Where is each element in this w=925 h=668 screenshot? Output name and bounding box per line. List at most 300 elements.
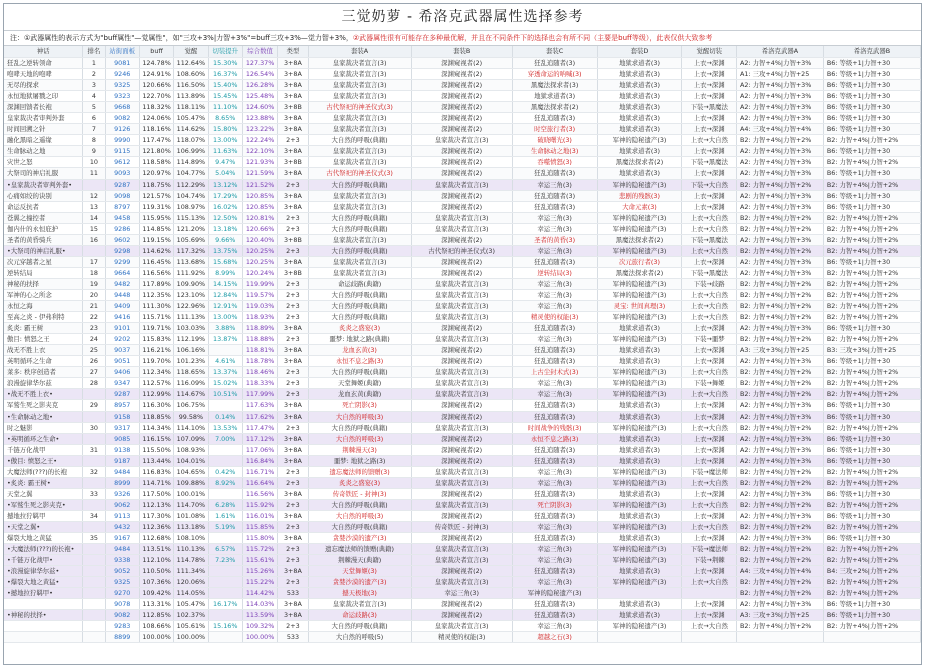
table-cell: 2+3 [278, 301, 308, 312]
table-cell [4, 632, 83, 643]
table-cell: 地狱求道者(3) [597, 566, 682, 577]
table-cell [682, 632, 737, 643]
table-cell: 地狱求道者(3) [597, 433, 682, 444]
table-cell: 114.62% [174, 124, 208, 135]
table-cell [83, 621, 105, 632]
table-row [4, 289, 921, 300]
table-cell: 9098 [105, 190, 139, 201]
table-cell: 3+8A [278, 533, 308, 544]
table-cell: 深渊窥视者(2) [411, 91, 512, 102]
table-cell: 炙炎之盛宴(3) [308, 323, 411, 334]
table-cell: 105.61% [174, 621, 208, 632]
table-cell: 2+3 [278, 621, 308, 632]
table-cell: 精灵使的权能(3) [411, 632, 512, 643]
table-cell: 5.04% [208, 168, 242, 179]
table-cell: 2+3 [278, 245, 308, 256]
table-cell: 9051 [105, 356, 139, 367]
table-cell: 地狱求道者(3) [597, 455, 682, 466]
table-cell: 古代祭祀的神圣仪式(3) [308, 102, 411, 113]
table-cell: 皇家裁决者宣言(3) [308, 599, 411, 610]
table-cell: 地狱求道者(3) [597, 80, 682, 91]
table-cell [83, 389, 105, 400]
table-cell: 118.85% [139, 411, 173, 422]
table-cell: B2: 力智+4%|力智+2% [823, 234, 920, 245]
table-cell: 地狱求道者(3) [597, 510, 682, 521]
table-cell: 119.03% [242, 301, 277, 312]
table-cell: 皇家裁决者宣言(3) [411, 544, 512, 555]
table-row [4, 69, 921, 80]
table-cell: 118.11% [174, 102, 208, 113]
table-row [4, 510, 921, 521]
table-cell: 112.35% [139, 289, 173, 300]
table-cell: 22 [83, 312, 105, 323]
table-row [4, 345, 921, 356]
table-cell: •浪漫旋律华尔兹• [4, 566, 83, 577]
table-row [4, 201, 921, 212]
table-cell: 大自然的呼吸(典籍) [308, 422, 411, 433]
table-cell: 英明循环之生命 [4, 356, 83, 367]
table-cell: 深渊窥视者(2) [411, 444, 512, 455]
table-cell [83, 455, 105, 466]
table-cell: 灾世之怒 [4, 157, 83, 168]
table-cell: 苍翼之撞控者 [4, 212, 83, 223]
table-cell: 皇家裁决者宣言(3) [411, 223, 512, 234]
table-cell: 13 [83, 201, 105, 212]
table-cell: 9052 [105, 566, 139, 577]
table-cell: A3: 三攻+3%|力智+25 [737, 345, 824, 356]
table-cell: B6: 等级+1|力智+30 [823, 91, 920, 102]
table-cell: 5.19% [208, 521, 242, 532]
table-cell: 15.45% [208, 91, 242, 102]
table-cell: 皇家裁决者宣言(3) [308, 201, 411, 212]
table-cell: •战无不胜上衣• [4, 389, 83, 400]
table-cell: 115.85% [242, 521, 277, 532]
table-cell: 113.68% [174, 256, 208, 267]
table-cell: 116.15% [139, 433, 173, 444]
table-cell: 上衣→深渊 [682, 455, 737, 466]
table-row [4, 610, 921, 621]
table-cell: B6: 等级+1|力智+30 [823, 201, 920, 212]
table-cell: 深渊窥视者(2) [411, 69, 512, 80]
table-row [4, 256, 921, 267]
table-cell: 深渊窥视者(2) [411, 201, 512, 212]
table-row [4, 80, 921, 91]
table-cell: 121.52% [242, 179, 277, 190]
table-cell: 9323 [105, 91, 139, 102]
table-cell [737, 632, 824, 643]
table-cell: 16.17% [208, 599, 242, 610]
table-cell: 112.10% [139, 555, 173, 566]
table-row [4, 566, 921, 577]
table-cell [208, 533, 242, 544]
note-part-1: 注：①武器属性的表示方式为"buff属性"—觉属性"，如"三攻+3%|力智+3%"=buff三攻+3%—觉力智+3%， [10, 34, 353, 42]
table-cell: 119.57% [242, 289, 277, 300]
table-cell: 113.18% [174, 521, 208, 532]
table-cell: 军神的隐秘遗产(3) [597, 544, 682, 555]
table-cell: 17 [83, 256, 105, 267]
table-cell: 9338 [105, 555, 139, 566]
table-cell: A2: 力智+4%|力智+3% [737, 256, 824, 267]
table-cell: 11.10% [208, 102, 242, 113]
table-cell: 109.88% [174, 477, 208, 488]
header-set-d: 套装D [597, 46, 682, 58]
table-cell: 9.66% [208, 234, 242, 245]
table-cell: B6: 等级+1|力智+30 [823, 124, 920, 135]
table-cell [597, 632, 682, 643]
table-cell: 3+8A [278, 400, 308, 411]
table-row [4, 488, 921, 499]
table-cell: 深渊窥视者(2) [411, 323, 512, 334]
table-cell: 深渊窥视者(2) [411, 157, 512, 168]
table-cell: 上衣→大自然 [682, 312, 737, 323]
table-cell [83, 245, 105, 256]
table-cell: 深渊窥视者(2) [411, 267, 512, 278]
table-cell: 深渊窥视者(2) [411, 58, 512, 69]
table-row [4, 378, 921, 389]
table-cell: 8899 [105, 632, 139, 643]
table-cell: 幸运三角(3) [512, 179, 597, 190]
table-cell: 100.00% [174, 632, 208, 643]
table-cell: 2+3 [278, 212, 308, 223]
table-cell: 113.89% [174, 91, 208, 102]
table-cell: 上衣→深渊 [682, 444, 737, 455]
table-cell: 2+3 [278, 367, 308, 378]
table-cell: 117.89% [139, 278, 173, 289]
table-cell: 军神的隐秘遗产(3) [597, 212, 682, 223]
table-cell [208, 577, 242, 588]
table-cell: 9664 [105, 267, 139, 278]
table-cell: 15.02% [208, 378, 242, 389]
table-cell: 上衣→深渊 [682, 256, 737, 267]
table-cell: 上衣→大自然 [682, 245, 737, 256]
table-cell: 9317 [105, 422, 139, 433]
table-cell: 幸运三角(3) [512, 521, 597, 532]
table-cell: 军神的隐秘遗产(3) [597, 278, 682, 289]
table-row [4, 234, 921, 245]
table-cell: 龙血玄黄(典籍) [308, 389, 411, 400]
table-row [4, 588, 921, 599]
table-cell [208, 444, 242, 455]
table-cell: 122.70% [139, 91, 173, 102]
table-cell: B2: 力智+4%|力智+2% [737, 223, 824, 234]
table-cell: A2: 力智+4%|力智+3% [737, 168, 824, 179]
table-cell: 上衣→大自然 [682, 422, 737, 433]
table-cell: 深渊窥视者(2) [411, 124, 512, 135]
table-cell: 104.74% [174, 190, 208, 201]
table-cell: B2: 力智+4%|力智+2% [737, 135, 824, 146]
table-row [4, 312, 921, 323]
table-cell: B2: 力智+4%|力智+2% [737, 544, 824, 555]
table-cell: 9270 [105, 588, 139, 599]
table-cell: 9347 [105, 378, 139, 389]
table-cell: 9484 [105, 544, 139, 555]
table-cell: A2: 力智+4%|力智+3% [737, 91, 824, 102]
table-cell: 118.32% [139, 102, 173, 113]
table-cell: 2+3 [278, 312, 308, 323]
table-cell: 命运歧路(3) [308, 610, 411, 621]
table-cell: 大自然的呼吸(典籍) [308, 289, 411, 300]
table-cell: 心痛如绞的诀别 [4, 190, 83, 201]
table-cell: 大自然的呼吸(典籍) [308, 179, 411, 190]
table-cell: B2: 力智+4%|力智+2% [823, 555, 920, 566]
table-cell: 118.75% [139, 179, 173, 190]
table-cell: 2+3 [278, 378, 308, 389]
table-cell: 16.02% [208, 201, 242, 212]
table-cell: 102.37% [174, 610, 208, 621]
table-cell: 118.07% [174, 135, 208, 146]
table-cell: B2: 力智+4%|力智+2% [823, 135, 920, 146]
table-cell: 117.50% [139, 488, 173, 499]
table-cell: 122.10% [242, 146, 277, 157]
table-cell: 皇家裁决者宣言(3) [411, 179, 512, 190]
table-cell: 18 [83, 267, 105, 278]
table-cell: 116.84% [242, 455, 277, 466]
table-row [4, 466, 921, 477]
table-cell: B6: 等级+1|力智+30 [823, 69, 920, 80]
table-cell [83, 632, 105, 643]
header-set-b: 套装B [411, 46, 512, 58]
table-cell: 111.30% [139, 301, 173, 312]
table-cell: 7.00% [208, 433, 242, 444]
table-cell [208, 610, 242, 621]
table-cell: 深渊窥视者(2) [411, 488, 512, 499]
table-cell: 地狱求道者(3) [512, 91, 597, 102]
table-cell: 幸运三角(3) [512, 278, 597, 289]
table-cell: 3+8A [278, 58, 308, 69]
table-cell: 上衣→深渊 [682, 91, 737, 102]
table-cell: 狂乱追随者(3) [512, 201, 597, 212]
table-cell: 时之魅影 [4, 422, 83, 433]
table-cell: B6: 等级+1|力智+30 [823, 411, 920, 422]
table-cell: 大自然的呼吸(典籍) [308, 223, 411, 234]
table-cell: 军神的隐秘遗产(3) [597, 367, 682, 378]
table-cell: 109.90% [174, 278, 208, 289]
table-cell: 9326 [105, 488, 139, 499]
table-cell: B2: 力智+4%|力智+2% [823, 267, 920, 278]
table-cell: B2: 力智+4%|力智+2% [823, 588, 920, 599]
table-cell: A2: 力智+4%|力智+3% [737, 157, 824, 168]
table-cell: 深渊窥视者(2) [411, 510, 512, 521]
table-cell: 伽内什的永恒庇护 [4, 223, 83, 234]
table-cell: B6: 等级+1|力智+30 [823, 146, 920, 157]
table-cell: 116.56% [139, 267, 173, 278]
table-cell: 上衣→大自然 [682, 499, 737, 510]
table-cell: 15 [83, 223, 105, 234]
table-cell: 17.29% [208, 190, 242, 201]
table-row [4, 168, 921, 179]
table-cell: 地狱求道者(3) [597, 444, 682, 455]
table-cell: 2+3 [278, 555, 308, 566]
table-cell: 深渊窥视者(2) [411, 234, 512, 245]
table-cell: 105.69% [174, 234, 208, 245]
table-cell: 8 [83, 135, 105, 146]
table-cell: 狂乱追随者(3) [512, 323, 597, 334]
table-cell: 120.40% [242, 234, 277, 245]
table-row [4, 179, 921, 190]
table-cell: 120.85% [242, 190, 277, 201]
table-cell: 幸运三角(3) [512, 223, 597, 234]
table-cell: 狂乱追随者(3) [512, 256, 597, 267]
table-cell: 幸运三角(3) [512, 301, 597, 312]
table-cell: 皇家裁决者宣言(3) [411, 312, 512, 323]
table-cell: 幸运三角(3) [512, 577, 597, 588]
table-cell: B2: 力智+4%|力智+2% [823, 544, 920, 555]
table-cell: 地狱求道者(3) [597, 113, 682, 124]
table-cell: 115.26% [242, 566, 277, 577]
table-cell: •军鹫生死之影夹克• [4, 499, 83, 510]
table-cell [83, 179, 105, 190]
sheet-note [4, 31, 921, 46]
table-cell: 20 [83, 289, 105, 300]
table-cell [83, 521, 105, 532]
table-row [4, 102, 921, 113]
table-cell: 上衣→深渊 [682, 610, 737, 621]
table-cell: 116.45% [139, 256, 173, 267]
table-cell: 上衣→深渊 [682, 58, 737, 69]
table-row [4, 367, 921, 378]
table-cell: A2: 力智+4%|力智+3% [737, 488, 824, 499]
table-cell: 103.03% [174, 323, 208, 334]
table-cell: A2: 力智+4%|力智+3% [737, 356, 824, 367]
table-row [4, 477, 921, 488]
table-cell: 9158 [105, 411, 139, 422]
table-cell: 上衣→大自然 [682, 577, 737, 588]
table-cell: 圣者的黄昏骑兵 [4, 234, 83, 245]
table-cell: 爆裂大地之黄猛 [4, 533, 83, 544]
table-cell [208, 345, 242, 356]
table-cell: 3+8A [278, 444, 308, 455]
table-cell: A2: 力智+4%|力智+3% [737, 323, 824, 334]
table-cell: 上衣→深渊 [682, 510, 737, 521]
table-cell: 军神的隐秘遗产(3) [597, 378, 682, 389]
table-row [4, 555, 921, 566]
table-cell: 生命脉动之地(3) [512, 146, 597, 157]
table-row [4, 91, 921, 102]
table-cell: B2: 力智+4%|力智+2% [823, 621, 920, 632]
table-cell: 15.80% [208, 124, 242, 135]
table-cell: •神秘的扶择• [4, 610, 83, 621]
header-weapon-a: 希洛克武器A [737, 46, 824, 58]
table-cell [83, 411, 105, 422]
table-cell: 114.10% [174, 422, 208, 433]
table-cell: 幸运三角(3) [512, 289, 597, 300]
table-cell: 龙血玄黄(3) [308, 345, 411, 356]
table-cell: 3+8A [278, 323, 308, 334]
table-cell: 8999 [105, 477, 139, 488]
table-cell: 噩梦: 地狱之路(3) [308, 455, 411, 466]
table-cell: 14.15% [208, 278, 242, 289]
table-cell [83, 588, 105, 599]
table-cell: 无尽的探求 [4, 80, 83, 91]
table-cell: 112.68% [139, 533, 173, 544]
table-cell: 幸运三角(3) [512, 389, 597, 400]
table-cell: 8.65% [208, 113, 242, 124]
table-cell: 下装→黑魔法 [682, 234, 737, 245]
table-cell: 地狱求道者(3) [597, 69, 682, 80]
table-cell: 120.06% [174, 577, 208, 588]
table-cell: 117.63% [242, 400, 277, 411]
table-cell: 108.97% [174, 201, 208, 212]
table-cell: 26 [83, 356, 105, 367]
table-cell: 9325 [105, 577, 139, 588]
table-cell: 117.12% [242, 433, 277, 444]
table-cell: B2: 力智+4%|力智+2% [737, 179, 824, 190]
table-cell: 9 [83, 146, 105, 157]
table-cell: 13.00% [208, 135, 242, 146]
table-cell: 119.15% [139, 234, 173, 245]
table-cell: 120.81% [242, 212, 277, 223]
table-cell: 1 [83, 58, 105, 69]
table-cell: 119.99% [242, 278, 277, 289]
table-cell: 皇家裁决者宣言(3) [308, 157, 411, 168]
table-row [4, 400, 921, 411]
table-cell: 幸运三角(3) [512, 621, 597, 632]
table-cell: 115.71% [139, 312, 173, 323]
table-cell: 地狱求道者(3) [597, 124, 682, 135]
table-cell: 120.85% [242, 201, 277, 212]
table-cell: 3+8B [278, 234, 308, 245]
table-cell: 3+8A [278, 201, 308, 212]
table-row [4, 577, 921, 588]
table-cell: 9602 [105, 234, 139, 245]
table-cell: 皇家裁决者宣言(3) [411, 499, 512, 510]
table-cell: 9298 [105, 245, 139, 256]
table-cell: 115.95% [139, 212, 173, 223]
table-cell: 传奇铁匠 - 封神(3) [411, 521, 512, 532]
table-body [4, 58, 921, 643]
table-cell: 2+3 [278, 477, 308, 488]
table-cell: 117.47% [139, 135, 173, 146]
table-cell: 13.12% [208, 179, 242, 190]
table-cell: 命运反抗者 [4, 201, 83, 212]
table-cell: B2: 力智+4%|力智+2% [737, 621, 824, 632]
table-cell: 上衣→深渊 [682, 400, 737, 411]
table-cell: 上衣→大自然 [682, 223, 737, 234]
table-cell: 3 [83, 80, 105, 91]
table-cell: 2+3 [278, 223, 308, 234]
table-cell: B2: 力智+4%|力智+2% [823, 223, 920, 234]
table-cell: 深渊窥视者(2) [411, 113, 512, 124]
table-cell: 大自然的呼吸(3) [308, 433, 411, 444]
table-row [4, 124, 921, 135]
header-mythic: 神话 [4, 46, 83, 58]
table-cell: 114.42% [242, 588, 277, 599]
table-cell: 皇家裁决者宣言(3) [411, 289, 512, 300]
table-cell: 111.92% [174, 267, 208, 278]
table-cell: 狂乱追随者(3) [512, 610, 597, 621]
table-cell: 115.50% [139, 444, 173, 455]
table-cell: 113.59% [242, 610, 277, 621]
table-cell: 3+8A [278, 345, 308, 356]
table-cell: 118.93% [242, 312, 277, 323]
header-panel: 站街面板 [105, 46, 139, 58]
table-cell: 12.91% [208, 301, 242, 312]
table-cell: 狂乱追随者(3) [512, 599, 597, 610]
table-cell: 大自然的呼吸(典籍) [308, 245, 411, 256]
table-cell: 9082 [105, 610, 139, 621]
table-cell: 9138 [105, 444, 139, 455]
table-row [4, 444, 921, 455]
table-cell: 战无不胜上衣 [4, 345, 83, 356]
table-cell: 狂乱追随者(3) [512, 356, 597, 367]
table-cell: 莱多: 秩序创造者 [4, 367, 83, 378]
table-cell: 军神的隐秘遗产(3) [512, 588, 597, 599]
table-cell [4, 621, 83, 632]
table-cell: 地狱求道者(3) [597, 533, 682, 544]
table-cell: 深渊窥视者(2) [411, 599, 512, 610]
table-cell: 军神的隐秘遗产(3) [597, 422, 682, 433]
table-cell: 114.71% [139, 477, 173, 488]
